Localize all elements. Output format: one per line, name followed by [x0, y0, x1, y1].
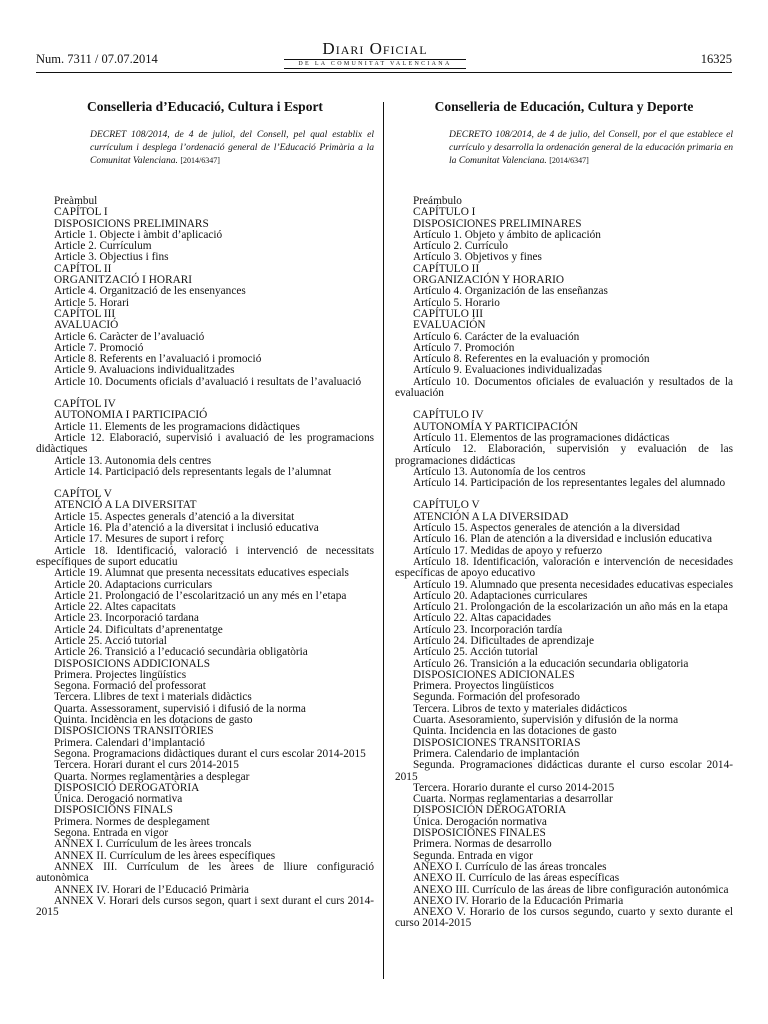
toc-entry: Article 3. Objectius i fins	[54, 251, 169, 264]
toc-entry: Artículo 9. Evaluaciones individualizadas	[413, 364, 602, 377]
toc-entry: CAPÍTULO V	[413, 499, 480, 512]
decree-summary	[90, 128, 374, 180]
toc-entry: Article 24. Dificultats d’aprenentatge	[54, 623, 223, 636]
toc-entry: EVALUACIÓN	[413, 319, 486, 332]
toc-entry: ANNEX III. Currículum de les àrees de lliure configuració autonòmica	[36, 860, 374, 885]
toc-entry: Quarta. Normes reglamentàries a desplegar	[54, 770, 250, 783]
toc-entry: Artículo 22. Altas capacidades	[413, 612, 552, 625]
decree-reference: [2014/6347]	[549, 156, 589, 165]
page-number: 16325	[700, 52, 732, 66]
valencian-column	[36, 96, 374, 918]
toc-entry: Article 17. Mesures de suport i reforç	[54, 533, 224, 546]
toc-entry: Article 11. Elements de les programacions didàctiques	[54, 420, 300, 433]
toc-entry: Article 21. Prolongació de l’escolarització un any més en l’etapa	[54, 589, 347, 602]
toc-entry: ANEXO V. Horario de los cursos segundo, cuarto y sexto durante el curso 2014-2015	[395, 906, 733, 930]
decree-text: DECRET 108/2014, de 4 de juliol, del Consell, pel qual establix el currículum i desplega l’ordenació general de l’Educació Primària a la Comunitat Valenciana.	[90, 129, 374, 166]
toc-entry: DISPOSICIONS PRELIMINARS	[54, 217, 209, 230]
toc-entry: ANEXO III. Currículo de las áreas de libre configuración autonómica	[413, 883, 729, 896]
toc-entry: CAPÍTULO III	[413, 307, 483, 320]
spanish-column	[395, 96, 733, 930]
toc-entry: Artículo 11. Elementos de las programaciones didácticas	[413, 431, 670, 444]
toc-entry: Segona. Formació del professorat	[54, 680, 206, 693]
toc-entry: Artículo 1. Objeto y ámbito de aplicación	[413, 228, 601, 241]
toc-entry: ORGANIZACIÓN Y HORARIO	[413, 274, 565, 287]
toc-entry: DISPOSICIONS ADDICIONALS	[54, 657, 210, 670]
toc-entry: Artículo 3. Objetivos y fines	[413, 251, 542, 264]
toc-entry: Cuarta. Asesoramiento, supervisión y difusión de la norma	[413, 714, 679, 727]
toc-entry: Segunda. Formación del profesorado	[413, 691, 580, 704]
toc-entry: Preámbulo	[413, 195, 462, 207]
toc-entry: Artículo 8. Referentes en la evaluación y promoción	[413, 353, 650, 366]
toc-entry: Artículo 19. Alumnado que presenta necesidades educativas especiales	[413, 578, 733, 591]
toc-entry: ANNEX II. Currículum de les àrees específiques	[54, 849, 276, 862]
toc-entry: Article 19. Alumnat que presenta necessitats educatives especials	[54, 567, 349, 580]
toc-entry: Article 12. Elaboració, supervisió i avaluació de les programacions didàctiques	[36, 431, 374, 456]
toc-entry: Tercera. Horari durant el curs 2014-2015	[54, 759, 239, 772]
department-heading: Conselleria de Educación, Cultura y Deporte	[434, 99, 694, 114]
toc-entry: Article 20. Adaptacions curriculars	[54, 578, 213, 591]
toc-entry: Artículo 14. Participación de los representantes legales del alumnado	[413, 477, 726, 490]
toc-entry: Artículo 2. Currículo	[413, 240, 509, 253]
department-heading: Conselleria d’Educació, Cultura i Esport	[87, 99, 323, 114]
table-of-contents	[395, 196, 733, 930]
toc-entry: Preàmbul	[54, 195, 98, 207]
toc-entry: CAPÍTOL V	[54, 488, 112, 501]
toc-entry: Tercera. Llibres de text i materials didàctics	[54, 691, 252, 704]
toc-entry: ATENCIÓN A LA DIVERSIDAD	[413, 510, 569, 523]
toc-entry: CAPÍTULO II	[413, 262, 480, 275]
toc-entry: Artículo 5. Horario	[413, 296, 500, 309]
toc-entry: ANNEX IV. Horari de l’Educació Primària	[54, 883, 249, 896]
toc-entry: DISPOSICIONES PRELIMINARES	[413, 217, 582, 230]
toc-entry: Tercera. Libros de texto y materiales didácticos	[413, 702, 628, 715]
toc-entry: Artículo 6. Carácter de la evaluación	[413, 330, 580, 343]
toc-entry: ATENCIÓ A LA DIVERSITAT	[54, 499, 197, 512]
toc-entry: CAPÍTOL III	[54, 307, 116, 320]
toc-entry: Article 4. Organització de les ensenyances	[54, 285, 246, 298]
toc-entry: DISPOSICIONES TRANSITORIAS	[413, 736, 581, 749]
toc-entry: Artículo 12. Elaboración, supervisión y evaluación de las programaciones didácticas	[395, 443, 733, 467]
decree-summary	[449, 128, 733, 180]
toc-entry: Article 22. Altes capacitats	[54, 601, 176, 614]
masthead-rule	[284, 68, 466, 69]
masthead-logo	[284, 40, 466, 69]
toc-entry: Article 9. Avaluacions individualitzades	[54, 364, 235, 377]
issue-number-date: Num. 7311 / 07.07.2014	[36, 52, 158, 66]
toc-entry: Article 18. Identificació, valoració i intervenció de necessitats específiques de suport educatiu	[36, 544, 374, 568]
toc-entry: Artículo 26. Transición a la educación secundaria obligatoria	[413, 657, 689, 670]
toc-entry: Quinta. Incidència en les dotacions de gasto	[54, 714, 253, 727]
masthead-title: Diari Oficial	[322, 39, 428, 58]
column-divider	[383, 102, 384, 979]
toc-entry: Única. Derogació normativa	[54, 793, 183, 806]
toc-entry: AVALUACIÓ	[54, 319, 119, 332]
toc-entry: Cuarta. Normas reglamentarias a desarrollar	[413, 793, 613, 806]
toc-entry: Quinta. Incidencia en las dotaciones de gasto	[413, 725, 617, 738]
toc-entry: ORGANITZACIÓ I HORARI	[54, 274, 193, 287]
toc-entry: AUTONOMIA I PARTICIPACIÓ	[54, 409, 208, 422]
toc-entry: Article 26. Transició a l’educació secundària obligatòria	[54, 646, 308, 659]
toc-entry: Segona. Programacions didàctiques durant el curs escolar 2014-2015	[54, 747, 366, 760]
toc-entry: ANNEX I. Currículum de les àrees troncals	[54, 838, 252, 851]
toc-entry: Article 23. Incorporació tardana	[54, 612, 199, 625]
toc-entry: Primera. Calendari d’implantació	[54, 736, 205, 749]
toc-entry: ANNEX V. Horari dels cursos segon, quart i sext durant el curs 2014-2015	[36, 894, 374, 919]
masthead-subtitle: DE LA COMUNITAT VALENCIANA	[298, 61, 452, 67]
decree-text: DECRETO 108/2014, de 4 de julio, del Consell, por el que establece el currículo y desarrolla la ordenación general de la educación primaria en la Comunitat Valenciana.	[449, 129, 733, 166]
table-of-contents	[36, 196, 374, 918]
toc-entry: Primera. Normas de desarrollo	[413, 838, 552, 851]
toc-entry: Tercera. Horario durante el curso 2014-2015	[413, 781, 615, 794]
header-divider	[36, 72, 732, 73]
toc-entry: Artículo 7. Promoción	[413, 341, 515, 354]
toc-entry: CAPÍTULO I	[413, 206, 476, 219]
toc-entry: Primera. Proyectos lingüísticos	[413, 680, 554, 693]
toc-entry: CAPÍTOL IV	[54, 398, 116, 411]
toc-entry: Artículo 17. Medidas de apoyo y refuerzo	[413, 544, 603, 557]
toc-entry: Única. Derogación normativa	[413, 815, 547, 828]
toc-entry: Article 5. Horari	[54, 296, 129, 309]
toc-entry: Article 14. Participació dels representants legals de l’alumnat	[54, 465, 332, 478]
toc-entry: DISPOSICIONES ADICIONALES	[413, 668, 575, 681]
toc-entry: DISPOSICIONES FINALES	[413, 827, 546, 840]
toc-entry: Article 7. Promoció	[54, 341, 144, 354]
toc-entry: Quarta. Assessorament, supervisió i difusió de la norma	[54, 702, 306, 715]
toc-entry: Primera. Normes de desplegament	[54, 815, 210, 828]
toc-entry: Artículo 4. Organización de las enseñanzas	[413, 285, 608, 298]
toc-entry: Artículo 23. Incorporación tardía	[413, 623, 563, 636]
toc-entry: Segunda. Entrada en vigor	[413, 849, 533, 862]
toc-entry: DISPOSICIONS TRANSITÒRIES	[54, 725, 214, 738]
toc-entry: CAPÍTULO IV	[413, 409, 484, 422]
toc-entry: CAPÍTOL I	[54, 206, 108, 219]
toc-entry: ANEXO IV. Horario de la Educación Primaria	[413, 894, 624, 907]
toc-entry: Artículo 24. Dificultades de aprendizaje	[413, 634, 594, 647]
toc-entry: Artículo 18. Identificación, valoración e intervención de necesidades específicas de apoyo educativo	[395, 555, 733, 580]
toc-entry: Article 6. Caràcter de l’avaluació	[54, 330, 205, 343]
toc-entry: DISPOSICIONS FINALS	[54, 804, 173, 817]
toc-entry: Article 15. Aspectes generals d’atenció a la diversitat	[54, 510, 295, 523]
toc-entry: Primera. Calendario de implantación	[413, 747, 580, 760]
toc-entry: Segunda. Programaciones didácticas durante el curso escolar 2014-2015	[395, 759, 733, 783]
toc-entry: Article 1. Objecte i àmbit d’aplicació	[54, 228, 223, 241]
toc-entry: Article 8. Referents en l’avaluació i promoció	[54, 353, 262, 366]
toc-entry: Artículo 13. Autonomía de los centros	[413, 465, 586, 478]
toc-entry: Article 16. Pla d’atenció a la diversitat i inclusió educativa	[54, 522, 319, 535]
toc-entry: Artículo 10. Documentos oficiales de evaluación y resultados de la evaluación	[395, 375, 733, 400]
toc-entry: Primera. Projectes lingüístics	[54, 668, 187, 681]
toc-entry: Artículo 25. Acción tutorial	[413, 646, 538, 659]
toc-entry: ANEXO II. Currículo de las áreas específicas	[413, 872, 620, 885]
toc-entry: Artículo 16. Plan de atención a la diversidad e inclusión educativa	[413, 533, 712, 546]
decree-reference: [2014/6347]	[180, 156, 220, 165]
toc-entry: CAPÍTOL II	[54, 262, 112, 275]
toc-entry: Artículo 20. Adaptaciones curriculares	[413, 589, 588, 602]
toc-entry: AUTONOMÍA Y PARTICIPACIÓN	[413, 420, 579, 433]
toc-entry: Article 25. Acció tutorial	[54, 634, 167, 647]
toc-entry: Article 13. Autonomia dels centres	[54, 454, 212, 467]
toc-entry: Artículo 15. Aspectos generales de atención a la diversidad	[413, 522, 680, 535]
toc-entry: Artículo 21. Prolongación de la escolarización un año más en la etapa	[413, 601, 728, 614]
toc-entry: DISPOSICIÓN DEROGATORIA	[413, 804, 567, 817]
toc-entry: DISPOSICIÓ DEROGATÒRIA	[54, 781, 200, 794]
toc-entry: Segona. Entrada en vigor	[54, 827, 169, 840]
toc-entry: Article 10. Documents oficials d’avaluació i resultats de l’avaluació	[54, 375, 362, 388]
toc-entry: Article 2. Currículum	[54, 240, 152, 253]
toc-entry: ANEXO I. Currículo de las áreas troncales	[413, 860, 607, 873]
